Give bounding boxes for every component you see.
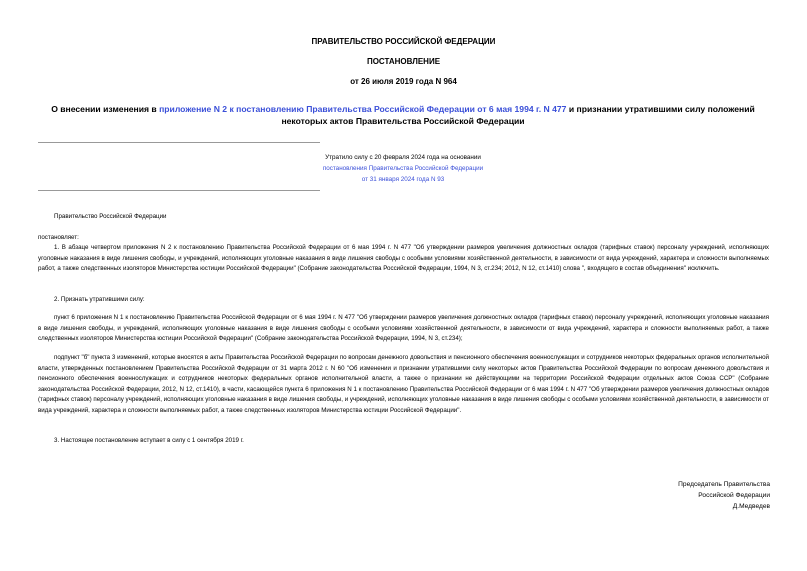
- government-heading: ПРАВИТЕЛЬСТВО РОССИЙСКОЙ ФЕДЕРАЦИИ: [311, 37, 496, 46]
- status-note-line: Утратило силу с 20 февраля 2024 года на основании: [325, 154, 481, 161]
- status-note: [290, 152, 516, 185]
- paragraph-4: подпункт "б" пункта 3 изменений, которые вносятся в акты Правительства Российской Федерации по вопросам денежного довольствия и пенсионного обеспечения военнослужащих и сотрудников некоторых федеральных органов исполнительной власти, утвержденных постановлением Правительства Российской Федерации от 31 марта 2012 г. N 60 "Об изменении и признании утратившими силу некоторых актов Правительства Российской Федерации по вопросам денежного довольствия и пенсионного обеспечения военнослужащих и сотрудников некоторых федеральных органов исполнительной власти, а также о признании не действующими на территории Российской Федерации отдельных актов Союза ССР" (Собрание законодательства Российской Федерации, 2012, N 12, ст.1410), в части, касающейся пункта 6 приложения N 1 к постановлению Правительства Российской Федерации от 6 мая 1994 г. N 477 "Об утверждении размеров увеличения должностных окладов (тарифных ставок) персоналу учреждений, исполняющих уголовные наказания в виде лишения свободы, и учреждений, исполняющих уголовные наказания в виде лишения свободы с особыми условиями хозяйственной деятельности, в зависимости от вида учреждений, характера и сложности выполняемых работ, а также следственных изоляторов Министерства юстиции Российской Федерации".: [38, 354, 769, 414]
- signature-block: [678, 479, 770, 512]
- title-link-decree-477[interactable]: приложение N 2 к постановлению Правительства Российской Федерации от 6 мая 1994 г. N 477: [159, 104, 567, 114]
- document-title: [28, 103, 778, 127]
- status-note-link-decree[interactable]: постановления Правительства Российской Федерации: [322, 165, 484, 172]
- paragraph-2: 2. Признать утратившими силу:: [54, 296, 145, 303]
- signature-name: Д.Медведев: [732, 503, 770, 510]
- signature-country: Российской Федерации: [698, 492, 770, 499]
- paragraph-3: пункт 6 приложения N 1 к постановлению Правительства Российской Федерации от 6 мая 1994 г. N 477 "Об утверждении размеров увеличения должностных окладов (тарифных ставок) персоналу учреждений, исполняющих уголовные наказания в виде лишения свободы, и учреждений, исполняющих уголовные наказания в виде лишения свободы с особыми условиями хозяйственной деятельности, в зависимости от вида учреждений, характера и сложности выполняемых работ, а также следственных изоляторов Министерства юстиции Российской Федерации" (Собрание законодательства Российской Федерации, 1994, N 3, ст.234);: [38, 314, 769, 343]
- document-type-heading: ПОСТАНОВЛЕНИЕ: [366, 57, 441, 66]
- signature-position: Председатель Правительства: [678, 481, 770, 488]
- date-number-heading: от 26 июля 2019 года N 964: [350, 77, 457, 86]
- paragraph-1: 1. В абзаце четвертом приложения N 2 к постановлению Правительства Российской Федерации от 6 мая 1994 г. N 477 "Об утверждении размеров увеличения должностных окладов (тарифных ставок) персоналу учреждений, исполняющих уголовные наказания в виде лишения свободы, и учреждений, исполняющих уголовные наказания в виде лишения свободы с особыми условиями хозяйственной деятельности, в зависимости от вида учреждений, характера и сложности выполняемых работ, а также следственных изоляторов Министерства юстиции Российской Федерации" (Собрание законодательства Российской Федерации, 1994, N 3, ст.234; 2012, N 12, ст.1410) слова ", входящего в состав объединения" исключить.: [38, 244, 769, 273]
- intro-text: Правительство Российской Федерации: [54, 213, 167, 220]
- title-text-start: О внесении изменения в: [51, 104, 160, 114]
- status-note-link-date[interactable]: от 31 января 2024 года N 93: [361, 176, 445, 183]
- decrees-text: постановляет:: [38, 234, 79, 241]
- divider-top: [38, 142, 320, 143]
- divider-bottom: [38, 190, 320, 191]
- paragraph-5: 3. Настоящее постановление вступает в силу с 1 сентября 2019 г.: [54, 437, 244, 444]
- title-text-end: и признании утратившими силу положений некоторых актов Правительства Российской Федерации: [281, 104, 755, 126]
